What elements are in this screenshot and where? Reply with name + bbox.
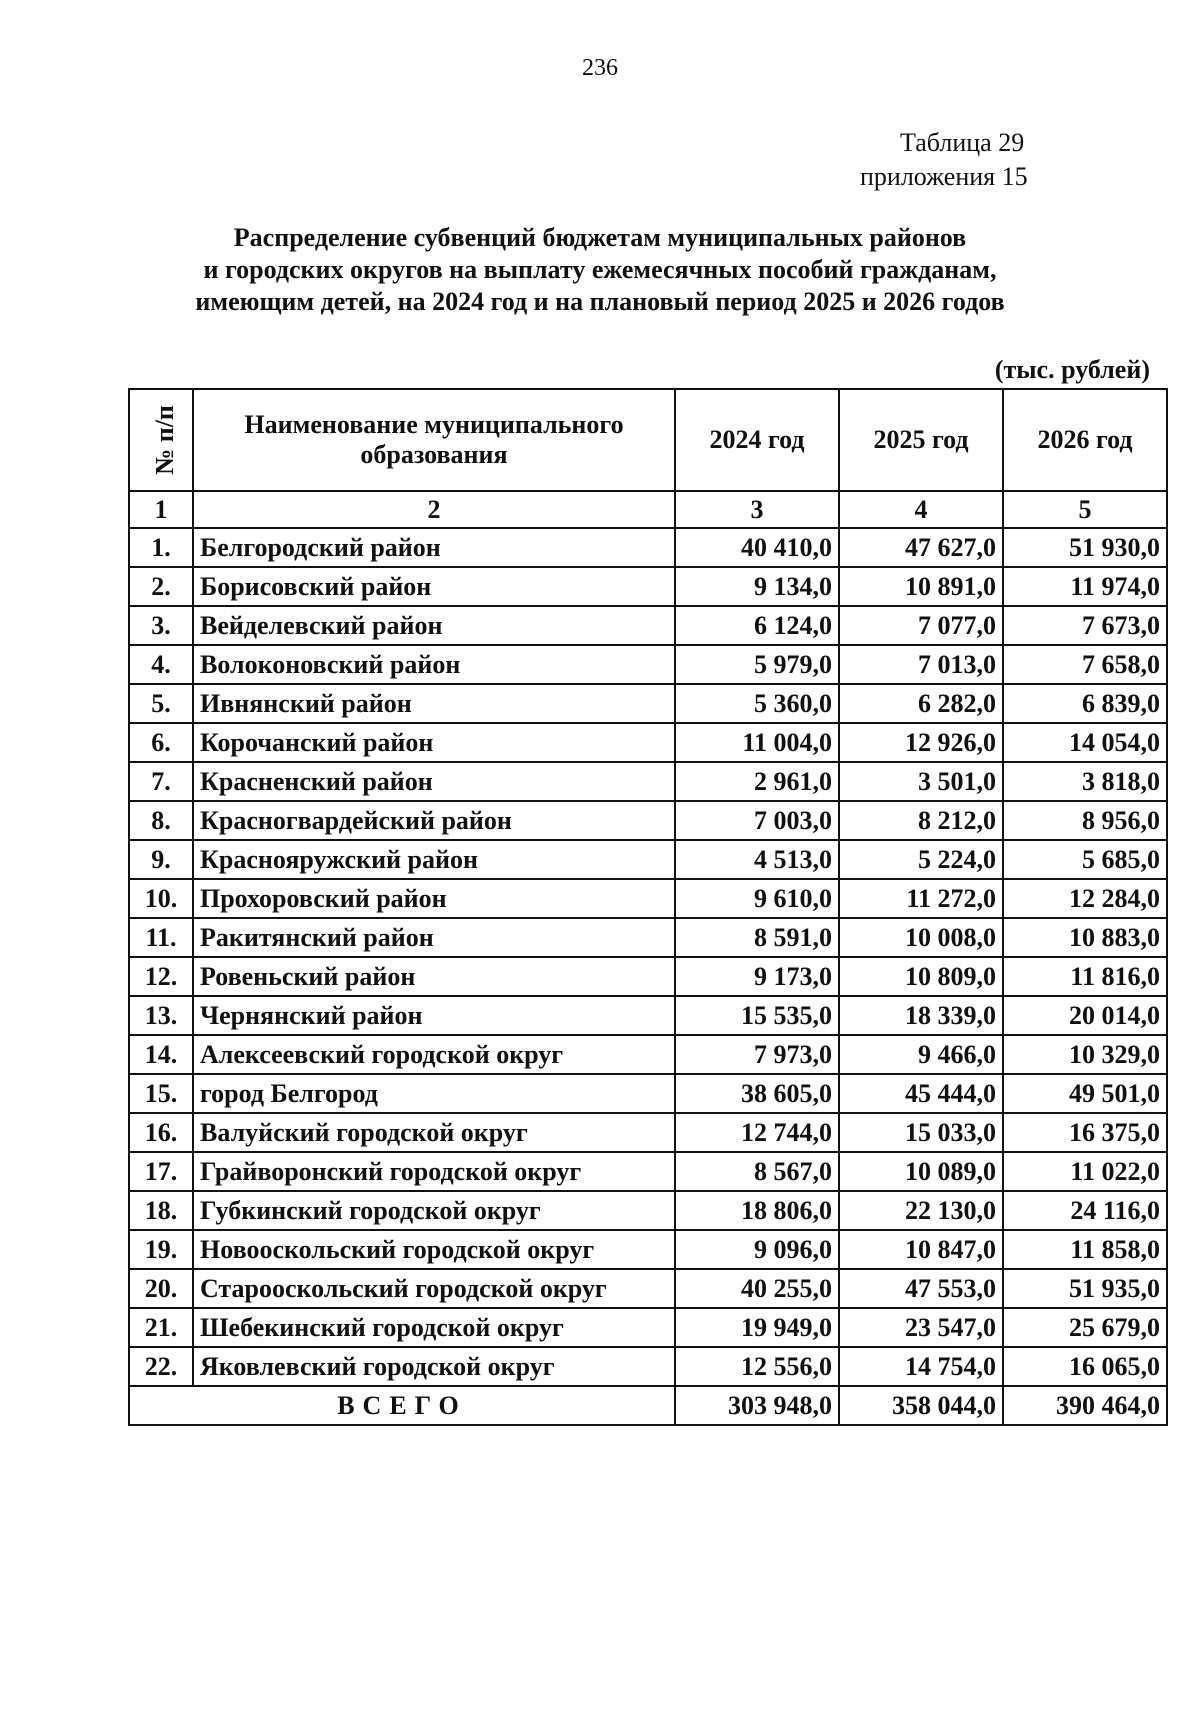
value-2025: 10 891,0 bbox=[839, 567, 1003, 606]
municipality-name: Прохоровский район bbox=[193, 879, 675, 918]
row-number: 9. bbox=[129, 840, 193, 879]
table-row bbox=[129, 606, 1167, 645]
value-2025: 23 547,0 bbox=[839, 1308, 1003, 1347]
municipality-name: Ракитянский район bbox=[193, 918, 675, 957]
table-row bbox=[129, 1035, 1167, 1074]
subsidy-table bbox=[128, 388, 1168, 1426]
row-number: 12. bbox=[129, 957, 193, 996]
units-label: (тыс. рублей) bbox=[994, 355, 1150, 384]
table-row bbox=[129, 840, 1167, 879]
municipality-name: Ивнянский район bbox=[193, 684, 675, 723]
value-2026: 49 501,0 bbox=[1003, 1074, 1167, 1113]
table-row bbox=[129, 879, 1167, 918]
value-2024: 12 744,0 bbox=[675, 1113, 839, 1152]
total-2025: 358 044,0 bbox=[839, 1386, 1003, 1425]
value-2026: 51 935,0 bbox=[1003, 1269, 1167, 1308]
table-row bbox=[129, 1113, 1167, 1152]
value-2024: 19 949,0 bbox=[675, 1308, 839, 1347]
value-2024: 9 173,0 bbox=[675, 957, 839, 996]
value-2026: 14 054,0 bbox=[1003, 723, 1167, 762]
value-2026: 16 375,0 bbox=[1003, 1113, 1167, 1152]
table-row bbox=[129, 1269, 1167, 1308]
value-2025: 10 008,0 bbox=[839, 918, 1003, 957]
value-2025: 14 754,0 bbox=[839, 1347, 1003, 1386]
table-row bbox=[129, 957, 1167, 996]
municipality-name: Красненский район bbox=[193, 762, 675, 801]
value-2026: 16 065,0 bbox=[1003, 1347, 1167, 1386]
value-2025: 45 444,0 bbox=[839, 1074, 1003, 1113]
municipality-name: Корочанский район bbox=[193, 723, 675, 762]
value-2026: 10 329,0 bbox=[1003, 1035, 1167, 1074]
row-number: 13. bbox=[129, 996, 193, 1035]
value-2026: 11 858,0 bbox=[1003, 1230, 1167, 1269]
table-row bbox=[129, 684, 1167, 723]
table-row bbox=[129, 567, 1167, 606]
value-2025: 12 926,0 bbox=[839, 723, 1003, 762]
municipality-name: Белгородский район bbox=[193, 528, 675, 567]
table-row bbox=[129, 801, 1167, 840]
title-line-1: Распределение субвенций бюджетам муниципальных районов bbox=[233, 223, 967, 252]
table-row bbox=[129, 918, 1167, 957]
value-2026: 6 839,0 bbox=[1003, 684, 1167, 723]
header-2024: 2024 год bbox=[675, 389, 839, 491]
value-2025: 7 077,0 bbox=[839, 606, 1003, 645]
document-title bbox=[0, 222, 1200, 318]
row-number: 10. bbox=[129, 879, 193, 918]
column-index: 1 bbox=[129, 491, 193, 528]
value-2026: 3 818,0 bbox=[1003, 762, 1167, 801]
value-2024: 18 806,0 bbox=[675, 1191, 839, 1230]
row-number: 18. bbox=[129, 1191, 193, 1230]
header-row bbox=[129, 389, 1167, 491]
column-index: 4 bbox=[839, 491, 1003, 528]
row-number: 20. bbox=[129, 1269, 193, 1308]
value-2024: 5 360,0 bbox=[675, 684, 839, 723]
value-2026: 51 930,0 bbox=[1003, 528, 1167, 567]
municipality-name: Губкинский городской округ bbox=[193, 1191, 675, 1230]
value-2024: 9 610,0 bbox=[675, 879, 839, 918]
row-number: 8. bbox=[129, 801, 193, 840]
table-caption bbox=[860, 126, 1160, 194]
value-2025: 3 501,0 bbox=[839, 762, 1003, 801]
row-number: 15. bbox=[129, 1074, 193, 1113]
page-number: 236 bbox=[582, 55, 618, 81]
row-number: 16. bbox=[129, 1113, 193, 1152]
value-2026: 8 956,0 bbox=[1003, 801, 1167, 840]
title-line-2: и городских округов на выплату ежемесячных пособий гражданам, bbox=[203, 255, 997, 284]
municipality-name: Шебекинский городской округ bbox=[193, 1308, 675, 1347]
municipality-name: Новооскольский городской округ bbox=[193, 1230, 675, 1269]
table-body bbox=[129, 528, 1167, 1386]
municipality-name: Волоконовский район bbox=[193, 645, 675, 684]
column-index: 5 bbox=[1003, 491, 1167, 528]
value-2024: 7 003,0 bbox=[675, 801, 839, 840]
value-2025: 6 282,0 bbox=[839, 684, 1003, 723]
municipality-name: Алексеевский городской округ bbox=[193, 1035, 675, 1074]
header-2026: 2026 год bbox=[1003, 389, 1167, 491]
row-number: 5. bbox=[129, 684, 193, 723]
value-2025: 5 224,0 bbox=[839, 840, 1003, 879]
row-number: 21. bbox=[129, 1308, 193, 1347]
value-2024: 11 004,0 bbox=[675, 723, 839, 762]
value-2025: 11 272,0 bbox=[839, 879, 1003, 918]
municipality-name: Борисовский район bbox=[193, 567, 675, 606]
header-number bbox=[129, 389, 193, 491]
table-row bbox=[129, 723, 1167, 762]
value-2026: 5 685,0 bbox=[1003, 840, 1167, 879]
value-2024: 7 973,0 bbox=[675, 1035, 839, 1074]
value-2025: 10 089,0 bbox=[839, 1152, 1003, 1191]
value-2025: 47 627,0 bbox=[839, 528, 1003, 567]
value-2024: 8 591,0 bbox=[675, 918, 839, 957]
value-2025: 47 553,0 bbox=[839, 1269, 1003, 1308]
value-2026: 11 816,0 bbox=[1003, 957, 1167, 996]
municipality-name: Яковлевский городской округ bbox=[193, 1347, 675, 1386]
table-row bbox=[129, 645, 1167, 684]
value-2024: 4 513,0 bbox=[675, 840, 839, 879]
row-number: 3. bbox=[129, 606, 193, 645]
total-label: ВСЕГО bbox=[129, 1386, 675, 1425]
municipality-name: Вейделевский район bbox=[193, 606, 675, 645]
header-name: Наименование муниципального образования bbox=[193, 389, 675, 491]
table-row bbox=[129, 996, 1167, 1035]
row-number: 6. bbox=[129, 723, 193, 762]
title-line-3: имеющим детей, на 2024 год и на плановый период 2025 и 2026 годов bbox=[195, 287, 1005, 316]
column-index: 3 bbox=[675, 491, 839, 528]
value-2025: 15 033,0 bbox=[839, 1113, 1003, 1152]
value-2024: 6 124,0 bbox=[675, 606, 839, 645]
value-2024: 9 134,0 bbox=[675, 567, 839, 606]
value-2024: 12 556,0 bbox=[675, 1347, 839, 1386]
row-number: 7. bbox=[129, 762, 193, 801]
municipality-name: Старооскольский городской округ bbox=[193, 1269, 675, 1308]
value-2026: 25 679,0 bbox=[1003, 1308, 1167, 1347]
table-row bbox=[129, 1074, 1167, 1113]
total-2026: 390 464,0 bbox=[1003, 1386, 1167, 1425]
row-number: 2. bbox=[129, 567, 193, 606]
value-2024: 2 961,0 bbox=[675, 762, 839, 801]
row-number: 14. bbox=[129, 1035, 193, 1074]
header-number-label: № п/п bbox=[149, 405, 179, 475]
row-number: 4. bbox=[129, 645, 193, 684]
value-2025: 8 212,0 bbox=[839, 801, 1003, 840]
municipality-name: Краснояружский район bbox=[193, 840, 675, 879]
row-number: 19. bbox=[129, 1230, 193, 1269]
value-2026: 24 116,0 bbox=[1003, 1191, 1167, 1230]
total-row bbox=[129, 1386, 1167, 1425]
value-2024: 40 255,0 bbox=[675, 1269, 839, 1308]
value-2025: 10 809,0 bbox=[839, 957, 1003, 996]
table-row bbox=[129, 1191, 1167, 1230]
value-2024: 8 567,0 bbox=[675, 1152, 839, 1191]
value-2025: 9 466,0 bbox=[839, 1035, 1003, 1074]
row-number: 17. bbox=[129, 1152, 193, 1191]
value-2026: 7 673,0 bbox=[1003, 606, 1167, 645]
value-2026: 12 284,0 bbox=[1003, 879, 1167, 918]
municipality-name: Ровеньский район bbox=[193, 957, 675, 996]
row-number: 11. bbox=[129, 918, 193, 957]
column-index: 2 bbox=[193, 491, 675, 528]
caption-appendix: приложения 15 bbox=[860, 162, 1028, 191]
municipality-name: Красногвардейский район bbox=[193, 801, 675, 840]
column-index-row bbox=[129, 491, 1167, 528]
value-2026: 11 974,0 bbox=[1003, 567, 1167, 606]
row-number: 1. bbox=[129, 528, 193, 567]
value-2024: 15 535,0 bbox=[675, 996, 839, 1035]
header-2025: 2025 год bbox=[839, 389, 1003, 491]
value-2025: 10 847,0 bbox=[839, 1230, 1003, 1269]
table-row bbox=[129, 1347, 1167, 1386]
table-row bbox=[129, 528, 1167, 567]
table-row bbox=[129, 762, 1167, 801]
value-2025: 7 013,0 bbox=[839, 645, 1003, 684]
table-row bbox=[129, 1230, 1167, 1269]
value-2025: 18 339,0 bbox=[839, 996, 1003, 1035]
value-2026: 11 022,0 bbox=[1003, 1152, 1167, 1191]
table-row bbox=[129, 1152, 1167, 1191]
municipality-name: Валуйский городской округ bbox=[193, 1113, 675, 1152]
value-2024: 9 096,0 bbox=[675, 1230, 839, 1269]
row-number: 22. bbox=[129, 1347, 193, 1386]
value-2025: 22 130,0 bbox=[839, 1191, 1003, 1230]
value-2024: 38 605,0 bbox=[675, 1074, 839, 1113]
municipality-name: город Белгород bbox=[193, 1074, 675, 1113]
municipality-name: Чернянский район bbox=[193, 996, 675, 1035]
municipality-name: Грайворонский городской округ bbox=[193, 1152, 675, 1191]
table-row bbox=[129, 1308, 1167, 1347]
caption-table-number: Таблица 29 bbox=[900, 128, 1025, 157]
value-2024: 40 410,0 bbox=[675, 528, 839, 567]
value-2026: 20 014,0 bbox=[1003, 996, 1167, 1035]
value-2026: 10 883,0 bbox=[1003, 918, 1167, 957]
total-2024: 303 948,0 bbox=[675, 1386, 839, 1425]
value-2024: 5 979,0 bbox=[675, 645, 839, 684]
value-2026: 7 658,0 bbox=[1003, 645, 1167, 684]
